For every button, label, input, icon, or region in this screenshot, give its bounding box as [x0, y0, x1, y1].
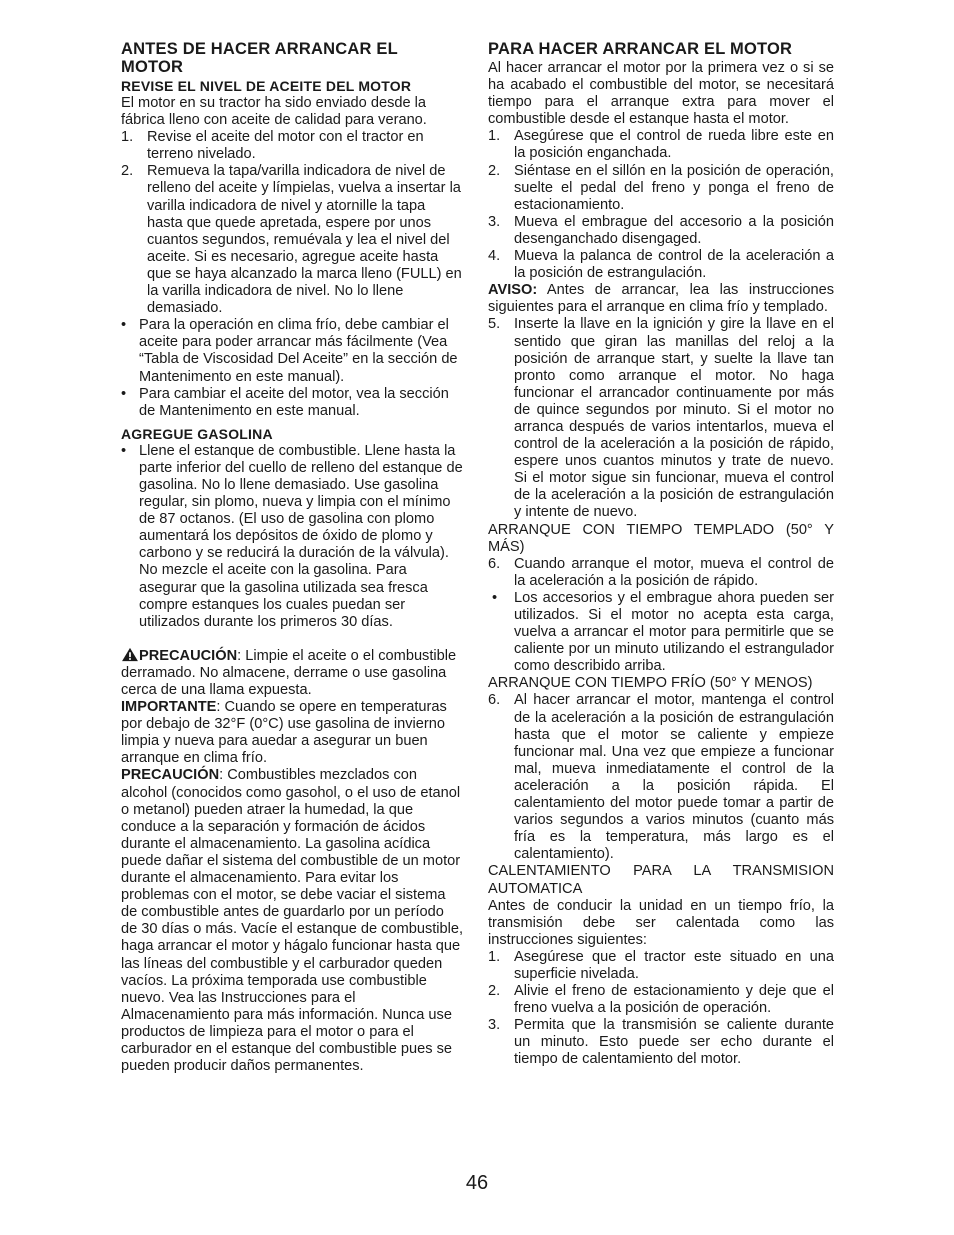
bullet-icon: •	[121, 385, 127, 402]
subheading-add-gasoline: AGREGUE GASOLINA	[121, 425, 273, 442]
section-heading-before-start: ANTES DE HACER ARRANCAR EL MOTOR	[121, 40, 398, 76]
start-step: 4. Mueva la palanca de control de la aceleración a la posición de estrangulación.	[488, 248, 834, 282]
bullet-icon: •	[121, 317, 127, 334]
start-step: 1. Asegúrese que el control de rueda libre este en la posición enganchada.	[488, 128, 834, 162]
transmission-step: 1. Asegúrese que el tractor este situado en una superficie nivelada.	[488, 948, 834, 982]
start-step: 3. Mueva el embrague del accesorio a la posición desenganchado disengaged.	[488, 213, 834, 247]
start-step: 6. Al hacer arrancar el motor, mantenga el control de la aceleración a la posición de estrangulación hasta que el motor se caliente y empieze funcionar mal. Una vez que empieze a funcionar mal, mueva inmediatamente el control de la aceleración a la posición rápida. El calentamiento del motor puede tomar a partir de varios segundos a varios minutos (cuanto más fría es la temperatura, más largo es el calentamiento).	[488, 692, 834, 863]
start-intro-paragraph: Al hacer arrancar el motor por la primera vez o si se ha acabado el combustible del motor, se necesitará tiempo para el arranque extra para mover el combustible desde el estanque hasta el motor.	[488, 60, 834, 128]
bullet-icon: •	[488, 589, 498, 606]
oil-step: 1. Revise el aceite del motor con el tractor en terreno nivelado.	[121, 129, 424, 163]
transmission-intro: Antes de conducir la unidad en un tiempo frío, la transmisión debe ser calentada como las instrucciones siguientes:	[488, 897, 834, 948]
oil-step: 2. Remueva la tapa/varilla indicadora de nivel de relleno del aceite y límpielas, vuelva a insertar la varilla indicadora de nivel y atornille la tapa hasta que quede apretada, espere por unos cuantos segundos, remuévala y lea el nivel del aceite. Si es necesario, agregue aceite hasta que se haya alcanzado la marca lleno (FULL) en la varilla indicadora de nivel. No lo llene demasiado.	[121, 163, 462, 317]
start-step: 5. Inserte la llave en la ignición y gire la llave en el sentido que giran las manillas del reloj a la posición de arranque start, y suelte la llave tan pronto como arranque el motor. No haga funcionar el arrancador continuamente por más de quince segundos por minuto. Si el motor no arranca después de varios intentarlos, mueva el control de la aceleración a la posición de rápido, espere unos cuantos minutos y trate de nuevo. Si el motor sigue sin funcionar, mueva el control de la aceleración a la posición de estrangulación y intente de nuevo.	[488, 316, 834, 521]
oil-bullet: • Para cambiar el aceite del motor, vea la sección de Mantenimento en este manual.	[121, 385, 449, 419]
bullet-icon: •	[121, 442, 127, 459]
start-step: 6. Cuando arranque el motor, mueva el control de la aceleración a la posición de rápido.	[488, 555, 834, 589]
page-number: 46	[465, 1172, 489, 1194]
notice-paragraph: AVISO: Antes de arrancar, lea las instrucciones siguientes para el arranque en clima frío y templado.	[488, 282, 834, 316]
gas-bullet: • Llene el estanque de combustible. Llene hasta la parte inferior del cuello de relleno del estanque de gasolina. No lo llene demasiado. Use gasolina regular, sin plomo, nueva y limpia con el mínimo de 87 octanos. (El uso de gasolina con plomo aumentará los depósitos de óxido de plomo y carbono y se reducirá la duración de la válvula). No mezcle el aceite con la gasolina. Para asegurar que la gasolina utilizada sea fresca compre estanques los cuales puedan ser utilizados durante los primeros 30 días.	[121, 442, 463, 630]
right-column	[488, 40, 834, 1069]
important-winter-gasoline: IMPORTANTE: Cuando se opere en temperaturas por debajo de 32°F (0°C) use gasolina de invierno limpia y nueva para auedar a asegurar un buen arranque en clima frío.	[121, 699, 447, 767]
oil-intro-paragraph: El motor en su tractor ha sido enviado desde la fábrica lleno con aceite de calidad para verano.	[121, 95, 427, 129]
section-heading-start-engine: PARA HACER ARRANCAR EL MOTOR	[488, 40, 793, 58]
subheading-transmission-warmup: CALENTAMIENTO PARA LA TRANSMISION AUTOMATICA	[488, 863, 834, 897]
subheading-cold-start: ARRANQUE CON TIEMPO FRÍO (50° Y MENOS)	[488, 675, 813, 692]
start-step: 2. Siéntase en el sillón en la posición de operación, suelte el pedal del freno y ponga el freno de estacionamiento.	[488, 162, 834, 213]
warm-bullet: • Los accesorios y el embrague ahora pueden ser utilizados. Si el motor no acepta esta carga, vuelva a arrancar el motor para permitirle que se caliente por un minuto utilizando el estrangulador como describido arriba.	[488, 589, 834, 675]
subheading-oil-level: REVISE EL NIVEL DE ACEITE DEL MOTOR	[121, 78, 412, 94]
left-column	[121, 40, 464, 1075]
subheading-warm-start: ARRANQUE CON TIEMPO TEMPLADO (50° Y MÁS)	[488, 521, 834, 555]
transmission-step: 2. Alivie el freno de estacionamiento y deje que el freno vuelva a la posición de operación.	[488, 983, 834, 1017]
warning-triangle-icon	[121, 647, 139, 662]
caution-alcohol-fuels: PRECAUCIÓN: Combustibles mezclados con alcohol (conocidos como gasohol, o el uso de etanol o metanol) pueden atraer la humedad, la que conduce a la separación y formación de ácidos durante el almacenamiento. La gasolina acídica puede dañar el sistema del combustible de un motor durante el almacenamiento. Para evitar los problemas con el motor, se debe vaciar el sistema de combustible antes de guardarlo por un período de 30 días o más. Vacíe el estanque de combustible, haga arrancar el motor y hágalo funcionar hasta que las líneas del combustible y el carburador queden vacíos. La próxima temporada use combustible nuevo. Vea las Instrucciones para el Almacenamiento para más información. Nunca use productos de limpieza para el motor o para el carburador en el estanque del combustible pues se pueden producir daños permanentes.	[121, 767, 464, 1075]
transmission-step: 3. Permita que la transmisión se caliente durante un minuto. Esto puede ser echo durante el tiempo de calentamiento del motor.	[488, 1017, 834, 1068]
oil-bullet: • Para la operación en clima frío, debe cambiar el aceite para poder arrancar más fácilmente (Vea “Tabla de Viscosidad Del Aceite” en la sección de Mantenimento en este manual).	[121, 317, 458, 385]
caution-fuel-spill: PRECAUCIÓN: Limpie el aceite o el combustible derramado. No almacene, derrame o use gasolina cerca de una llama expuesta.	[121, 647, 457, 698]
